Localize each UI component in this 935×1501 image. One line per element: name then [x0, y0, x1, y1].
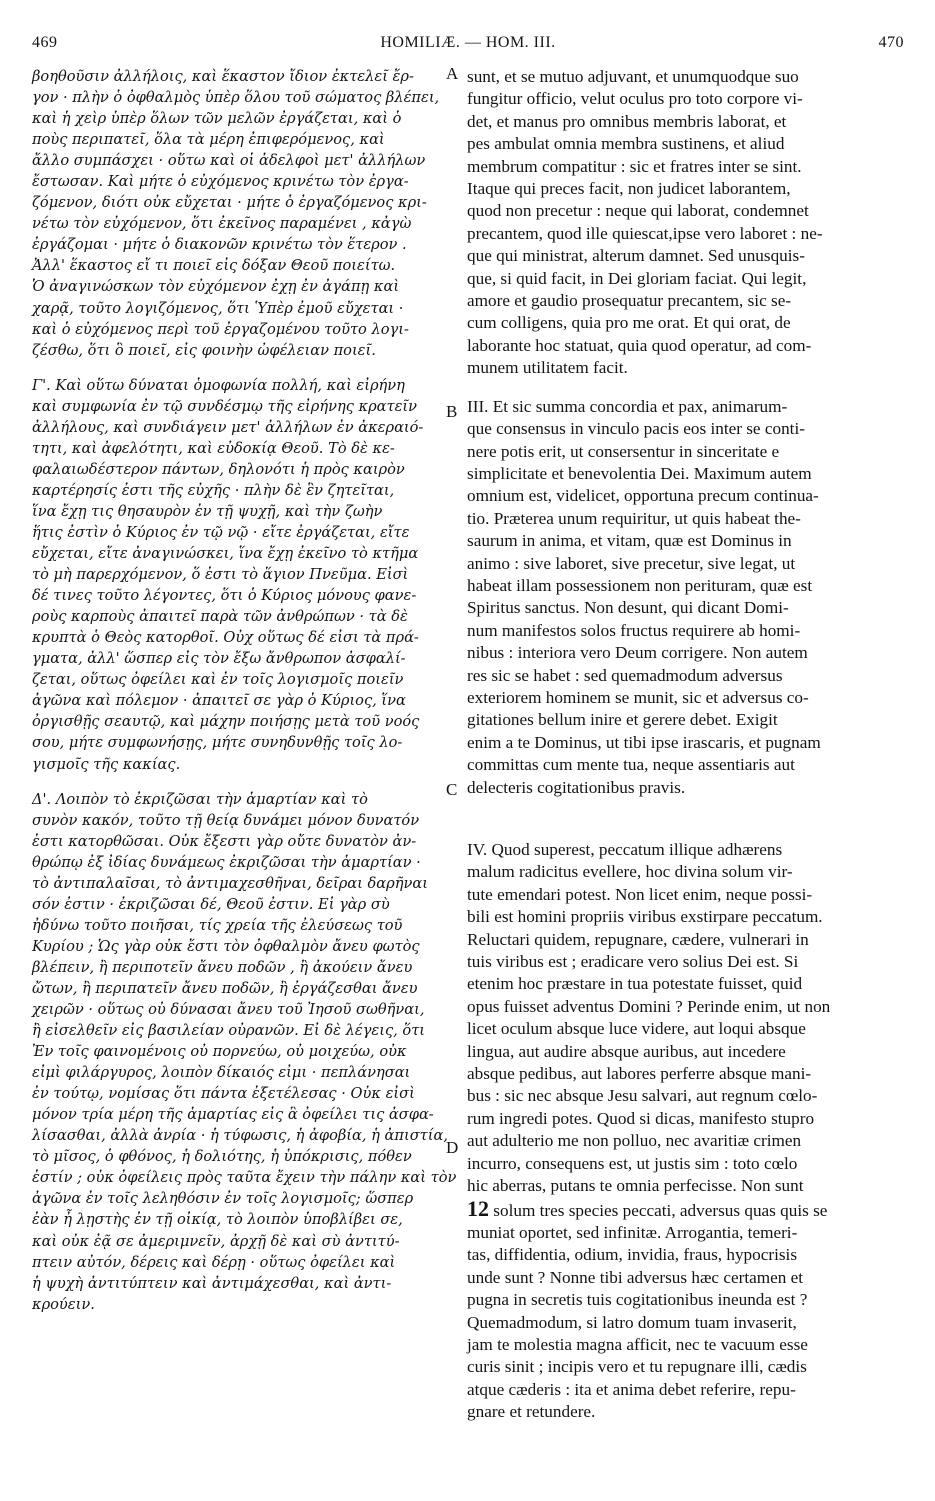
- text-line: ζέσθω, ὅτι ὃ ποιεῖ, εἰς φοινὴν ὠφέλειαν ποιεῖ.: [32, 341, 376, 359]
- text-line: que qui ministrat, alterum damnet. Sed unusquis-: [467, 246, 805, 266]
- text-line: incurro, consequens est, ut justis sim : toto cœlo: [467, 1153, 798, 1173]
- text-line: rum ingredi potes. Quod si dicas, manifesto stupro: [467, 1108, 815, 1128]
- text-line: tute emendari potest. Non licet enim, neque possi-: [467, 884, 813, 904]
- page-header: [32, 34, 904, 64]
- text-line: Spiritus sanctus. Non desunt, qui dicant Domi-: [467, 598, 789, 618]
- greek-paragraph-3: [32, 789, 457, 1315]
- text-line: Γ'. Καὶ οὕτω δύναται ὁμοφωνία πολλή, καὶ εἰρήνη: [32, 376, 405, 394]
- text-line: Quemadmodum, si latro domum tuam invaserit,: [467, 1312, 797, 1332]
- text-line: bus : sic nec absque Jesu salvari, aut regnum cœlo-: [467, 1086, 818, 1106]
- text-line: committas cum mente tua, neque assentiaris aut: [467, 755, 795, 775]
- text-line: ἵνα ἔχῃ τις θησαυρὸν ἐν τῇ ψυχῇ, καὶ τὴν ζωὴν: [32, 502, 383, 520]
- text-line: enim a te Dominus, ut tibi ipse irascaris, et pugnam: [467, 732, 821, 752]
- text-line: ἥτις ἐστὶν ὁ Κύριος ἐν τῷ νῷ · εἴτε ἐργάζεται, εἴτε: [32, 523, 410, 541]
- text-line: ροὺς καρποὺς ἀπαιτεῖ παρὰ τῶν ἀνθρώπων · τὰ δὲ: [32, 608, 408, 626]
- margin-marker-b: B: [446, 402, 458, 421]
- text-line: tuis viribus est ; eradicare vero solius Dei est. Si: [467, 952, 799, 972]
- margin-marker-d: D: [446, 1138, 459, 1157]
- text-line: simplicitate et benevolentia Dei. Maximum autem: [467, 463, 812, 483]
- text-line: βλέπειν, ἢ περιποτεῖν ἄνευ ποδῶν , ἢ ἀκούειν ἄνευ: [32, 958, 413, 976]
- text-line: ἐὰν ἦ λῃστὴς ἐν τῇ οἰκίᾳ, τὸ λοιπὸν ὑποβλίβει σε,: [32, 1211, 403, 1229]
- text-line: gitationes bellum inire et gerere debet. Exigit: [467, 710, 778, 730]
- text-line: εἰμὶ φιλάργυρος, λοιπὸν δίκαιός εἰμι · πεπλάνησαι: [32, 1064, 411, 1082]
- text-line: omnium est, videlicet, opportuna precum continua-: [467, 486, 819, 506]
- text-line: delecteris cogitationibus pravis.: [467, 777, 686, 797]
- text-line: ἀγῶνα ἐν τοῖς λεληθόσιν ἐν τοῖς λογισμοῖς; ὥσπερ: [32, 1190, 414, 1208]
- text-line: σόν ἐστιν · ἐκριζῶσαι δέ, Θεοῦ ἐστιν. Εἰ γὰρ σὺ: [32, 895, 390, 913]
- text-line: saurum in anima, et vitam, quæ est Dominus in: [467, 531, 792, 551]
- text-line: num manifestos solos fructus requirere ab homi-: [467, 620, 801, 640]
- text-line: φαλαιωδέστερον πάντων, δηλονότι ἡ πρὸς καιρὸν: [32, 460, 405, 478]
- text-line: fungitur officio, velut oculus pro toto corpore vi-: [467, 89, 803, 109]
- text-line: etenim hoc præstare in tua potestate fuisset, quid: [467, 974, 803, 994]
- text-line: gnare et retundere.: [467, 1402, 596, 1422]
- text-line: σου, μήτε συμφωνήσῃς, μήτε συνηδυνθῇς τοῖς λο-: [32, 734, 403, 752]
- greek-paragraph-2: [32, 375, 444, 775]
- text-line-fragment: solum tres species peccati, adversus quas quis se: [489, 1200, 828, 1220]
- text-line: μόνον τρία μέρη τῆς ἁμαρτίας εἰς ἃ ὀφείλει τις ἀσφα-: [32, 1106, 434, 1124]
- text-line: κρούειν.: [32, 1295, 95, 1313]
- text-line: ἡ ψυχὴ ἀντιτύπτειν καὶ ἀντιμάχεσθαι, καὶ ἀντι-: [32, 1274, 392, 1292]
- text-line: sunt, et se mutuo adjuvant, et unumquodque suo: [467, 67, 799, 86]
- text-line: opus fuisset adventus Domini ? Perinde enim, ut non: [467, 996, 831, 1016]
- text-line: Reluctari quidem, repugnare, cædere, vulnerari in: [467, 929, 809, 949]
- text-line: ἢ εἰσελθεῖν εἰς βασιλείαν οὐρανῶν. Εἰ δὲ λέγεις, ὅτι: [32, 1022, 426, 1040]
- text-line: habeat illam possessionem non perituram, quæ est: [467, 575, 813, 595]
- text-line: τὸ μῖσος, ὁ φθόνος, ἡ δολιότης, ἡ ὑπόκρισις, πόθεν: [32, 1148, 412, 1166]
- text-line: det, et manus pro omnibus membris laborat, et: [467, 111, 787, 131]
- text-line: tas, diffidentia, odium, invidia, fraus, hypocrisis: [467, 1245, 798, 1265]
- text-line: συνὸν κακόν, τοῦτο τῇ θείᾳ δυνάμει μόνον δυνατόν: [32, 811, 420, 829]
- marginal-number: 12: [467, 1195, 489, 1221]
- latin-paragraph-1: [467, 66, 903, 380]
- text-line: ἐστι κατορθῶσαι. Οὐκ ἔξεστι γὰρ οὔτε δυνατὸν ἀν-: [32, 832, 417, 850]
- text-line: res sic se habet : sed quemadmodum adversus: [467, 665, 783, 685]
- text-line: jam te molestia magna afficit, nec te vacuum esse: [467, 1334, 808, 1354]
- text-line: ἐργάζομαι · μήτε ὁ διακονῶν κρινέτω τὸν ἕτερον .: [32, 236, 407, 254]
- latin-paragraph-3: [467, 839, 903, 1424]
- text-line: atque cæderis : ita et anima debet referire, repu-: [467, 1379, 796, 1399]
- text-line: quod non precetur : neque qui laborat, condemnet: [467, 201, 809, 221]
- text-line: γισμοῖς τῆς κακίας.: [32, 755, 181, 773]
- text-line: [467, 1195, 903, 1222]
- text-line: ὀργισθῇς σεαυτῷ, καὶ μάχην ποιήσῃς μετὰ τοῦ νοός: [32, 713, 420, 731]
- text-line: nibus : interiora vero Deum corrigere. Non autem: [467, 643, 808, 663]
- text-line: III. Et sic summa concordia et pax, animarum-: [467, 396, 788, 416]
- text-line: ἔστωσαν. Καὶ μήτε ὁ εὐχόμενος κρινέτω τὸν ἐργα-: [32, 173, 409, 191]
- text-line: Ὁ ἀναγινώσκων τὸν εὐχόμενον ἐχῃ ἐν ἀγάπῃ καὶ: [32, 278, 400, 296]
- text-line: hic aberras, putans te omnia perfecisse. Non sunt: [467, 1176, 804, 1196]
- text-line: τὸ ἀντιπαλαῖσαι, τὸ ἀντιμαχεσθῆναι, δεῖραι δαρῆναι: [32, 874, 428, 892]
- greek-column: [32, 66, 457, 1315]
- text-line: munem utilitatem facit.: [467, 358, 628, 378]
- text-line: λίσασθαι, ἀλλὰ ἀνρία · ἡ τύφωσις, ἡ ἀφοβία, ἡ ἀπιστία,: [32, 1127, 448, 1145]
- text-line: membrum compatitur : sic et fratres inter se sint.: [467, 156, 802, 176]
- text-line: τὸ μὴ παρερχόμενον, ὅ ἐστι τὸ ἅγιον Πνεῦμα. Εἰσὶ: [32, 566, 409, 584]
- text-line: ζεται, οὕτως ὀφείλει καὶ ἐν τοῖς λογισμοῖς ποιεῖν: [32, 671, 404, 689]
- text-line: que, si quid facit, in Dei gloriam faciat. Qui legit,: [467, 268, 807, 288]
- text-line: IV. Quod superest, peccatum illique adhærens: [467, 840, 783, 859]
- text-line: tio. Præterea unum requiritur, ut quis habeat the-: [467, 508, 801, 528]
- text-line: Ἀλλ' ἕκαστος εἴ τι ποιεῖ εἰς δόξαν Θεοῦ ποιείτω.: [32, 257, 396, 275]
- text-line: laborante hoc statuat, quia quod operatur, ad com-: [467, 335, 812, 355]
- text-line: ἐστίν ; οὐκ ὀφείλεις πρὸς ταῦτα ἔχειν τὴν πάλην καὶ τὸν: [32, 1169, 457, 1187]
- text-line: exteriorem hominem se munit, sic et adversus co-: [467, 687, 809, 707]
- text-line: curis sinit ; incipis vero et tu repugnare illi, cædis: [467, 1357, 807, 1377]
- text-line: amore et gaudio prosequatur precantem, sic se-: [467, 291, 792, 311]
- text-line: καρτέρησίς ἐστι τῆς εὐχῆς · πλὴν δὲ ἓν ζητεῖται,: [32, 481, 395, 499]
- text-line: ποὺς περιπατεῖ, ὅλα τὰ μέρη ἐπιφερόμενος, καὶ: [32, 131, 385, 149]
- text-line: malum radicitus evellere, hoc divina solum vir-: [467, 862, 793, 882]
- text-line: precantem, quod ille quiescat,ipse vero laboret : ne-: [467, 223, 823, 243]
- text-line: licet oculum absque luce videre, aut loqui absque: [467, 1019, 806, 1039]
- text-line: κρυπτὰ ὁ Θεὸς κατορθοῖ. Οὐχ οὕτως δέ εἰσι τὰ πρά-: [32, 629, 419, 647]
- text-line: unde sunt ? Nonne tibi adversus hæc certamen et: [467, 1267, 804, 1287]
- text-line: καὶ ὁ εὐχόμενος περὶ τοῦ ἐργαζομένου τοῦτο λογι-: [32, 320, 409, 338]
- text-line: γματα, ἀλλ' ὥσπερ εἰς τὸν ἔξω ἄνθρωπον ἀσφαλί-: [32, 650, 406, 668]
- text-line: ἀγῶνα καὶ πόλεμον · ἀπαιτεῖ σε γὰρ ὁ Κύριος, ἵνα: [32, 692, 406, 710]
- text-line: καὶ ἡ χεὶρ ὑπὲρ ὅλων τῶν μελῶν ἐργάζεται, καὶ ὁ: [32, 110, 402, 128]
- text-line: ὤτων, ἢ περιπατεῖν ἄνευ ποδῶν, ἢ ἐργάζεσθαι ἄνευ: [32, 979, 418, 997]
- text-line: muniat oportet, sed infinitæ. Arrogantia, temeri-: [467, 1222, 798, 1242]
- text-line: absque pedibus, aut labores perferre absque mani-: [467, 1064, 812, 1084]
- text-line: Δ'. Λοιπὸν τὸ ἐκριζῶσαι τὴν ἁμαρτίαν καὶ τὸ: [32, 790, 368, 808]
- margin-marker-c: C: [446, 780, 458, 799]
- text-line: ἐν τούτῳ, νομίσας ὅτι πάντα ἐξετέλεσας · Οὐκ εἰσὶ: [32, 1085, 415, 1103]
- text-line: Κυρίου ; Ὡς γὰρ οὐκ ἔστι τὸν ὀφθαλμὸν ἄνευ φωτὸς: [32, 937, 420, 955]
- text-line: ἄλλο συμπάσχει · οὕτω καὶ οἱ ἀδελφοὶ μετ' ἀλλήλων: [32, 152, 426, 170]
- text-line: que consensus in vinculo pacis eos inter se conti-: [467, 419, 805, 439]
- page-number-left: 469: [32, 34, 58, 51]
- text-line: θρώπῳ ἐξ ἰδίας δυνάμεως ἐκριζῶσαι τὴν ἁμαρτίαν ·: [32, 853, 421, 871]
- page-number-right: 470: [878, 34, 904, 51]
- margin-marker-a: A: [446, 64, 459, 83]
- text-line: Ἐν τοῖς φαινομένοις οὐ πορνεύω, οὐ μοιχεύω, οὐκ: [32, 1043, 407, 1061]
- text-line: νέτω τὸν εὐχόμενον, ὅτι ἐκεῖνος παραμένει , κἀγὼ: [32, 215, 412, 233]
- text-line: γον · πλὴν ὁ ὀφθαλμὸς ὑπὲρ ὅλου τοῦ σώματος βλέπει,: [32, 89, 440, 107]
- text-line: aut adulterio me non polluo, nec avaritiæ crimen: [467, 1131, 802, 1151]
- text-line: βοηθοῦσιν ἀλλήλοις, καὶ ἕκαστον ἴδιον ἐκτελεῖ ἔρ-: [32, 68, 414, 85]
- greek-paragraph-1: [32, 66, 444, 361]
- text-line: Itaque qui preces facit, non judicet laborantem,: [467, 179, 791, 199]
- text-line: πτειν αὐτόν, δέρεις καὶ δέρῃ · οὕτως ὀφείλει καὶ: [32, 1253, 396, 1271]
- text-line: pes ambulat omnia membra sustinens, et aliud: [467, 134, 785, 154]
- text-line: τητι, καὶ ἀφελότητι, καὶ εὐδοκίᾳ Θεοῦ. Τὸ δὲ κε-: [32, 439, 395, 457]
- latin-column: [467, 66, 903, 1424]
- text-line: χαρᾷ, τοῦτο λογιζόμενος, ὅτι Ὑπὲρ ἐμοῦ εὔχεται ·: [32, 299, 404, 317]
- text-line: ἀλλήλους, καὶ συνδιάγειν μετ' ἀλλήλων ἐν ἀκεραιό-: [32, 418, 424, 436]
- text-line: lingua, aut audire absque auribus, aut incedere: [467, 1041, 786, 1061]
- text-line: ζόμενον, διότι οὐκ εὔχεται · μήτε ὁ ἐργαζόμενος κρι-: [32, 194, 427, 212]
- text-line: εὔχεται, εἴτε ἀναγινώσκει, ἵνα ἔχῃ ἐκεῖνο τὸ κτῆμα: [32, 545, 419, 563]
- text-line: bili est homini propriis viribus exstirpare peccatum.: [467, 907, 823, 927]
- latin-paragraph-2: [467, 396, 903, 799]
- text-line: cum colligens, quia pro me orat. Et qui orat, de: [467, 313, 791, 333]
- text-line: καὶ οὐκ ἐᾷ σε ἀμεριμνεῖν, ἀρχῇ δὲ καὶ σὺ ἀντιτύ-: [32, 1232, 400, 1250]
- text-line: animo : sive laboret, sive precetur, sive legat, ut: [467, 553, 796, 573]
- text-line: καὶ συμφωνία ἐν τῷ συνδέσμῳ τῆς εἰρήνης κρατεῖν: [32, 397, 418, 415]
- text-line: nere potis erit, ut consersentur in sinceritate e: [467, 441, 780, 461]
- text-line: χειρῶν · οὕτως οὐ δύνασαι ἄνευ τοῦ Ἰησοῦ σωθῆναι,: [32, 1001, 425, 1019]
- text-line: δέ τινες τοῦτο λέγοντες, ὅτι ὁ Κύριος μόνους φανε-: [32, 587, 417, 605]
- running-title: HOMILIÆ. — HOM. III.: [380, 34, 556, 51]
- text-line: ἠδύνω τοῦτο ποιῆσαι, τίς χρεία τῆς ἐλεύσεως τοῦ: [32, 916, 403, 934]
- text-line: pugna in secretis tuis cogitationibus ineunda est ?: [467, 1290, 808, 1310]
